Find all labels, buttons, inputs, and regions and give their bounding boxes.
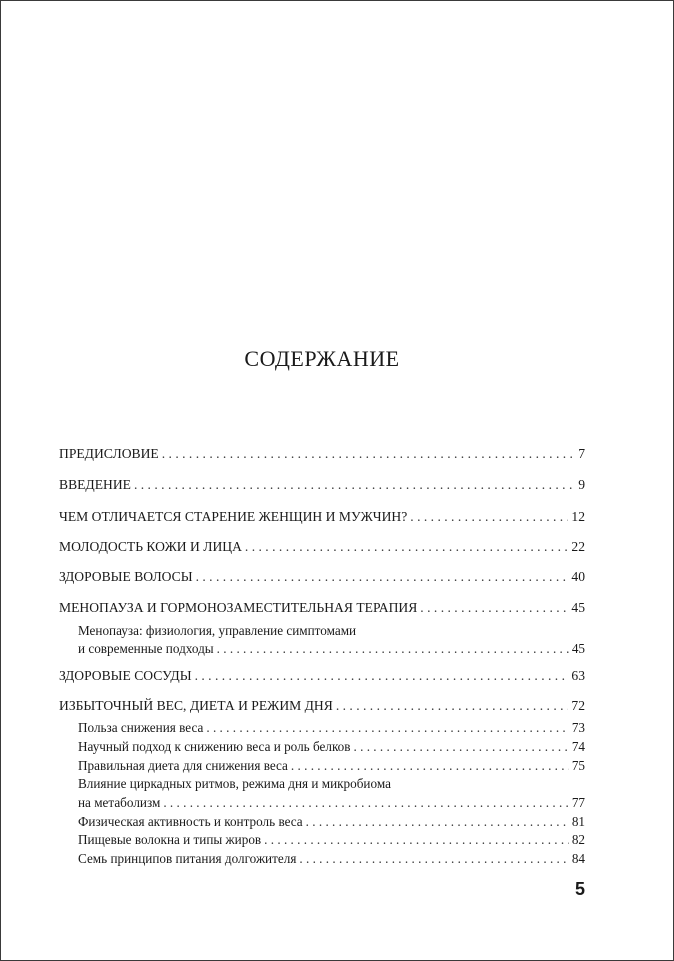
- toc-entry-page: 84: [571, 851, 585, 866]
- toc-entry-label: Польза снижения веса: [78, 720, 204, 735]
- toc-entry-introduction[interactable]: [59, 476, 585, 494]
- toc-entry-aging-differences[interactable]: [59, 508, 585, 526]
- toc-entry-preface[interactable]: [59, 445, 585, 463]
- toc-entry-label: ПРЕДИСЛОВИЕ: [59, 446, 159, 461]
- toc-subentry[interactable]: [78, 813, 585, 831]
- toc-entry-page: 9: [578, 477, 585, 492]
- toc-entry-menopause[interactable]: [59, 599, 585, 617]
- toc-subentry-line: Менопауза: физиология, управление симптомами: [78, 623, 357, 638]
- toc-entry-page: 81: [571, 814, 585, 829]
- toc-entry-label: ЗДОРОВЫЕ СОСУДЫ: [59, 668, 192, 683]
- toc-entry-label: на метаболизм: [78, 795, 161, 810]
- toc-subentry-line: Влияние циркадных ритмов, режима дня и микробиома: [78, 776, 391, 791]
- toc-subentry[interactable]: [78, 850, 585, 868]
- toc-entry-label: Пищевые волокна и типы жиров: [78, 832, 262, 847]
- toc-entry-label: ВВЕДЕНИЕ: [59, 477, 131, 492]
- toc-entry-hair[interactable]: [59, 568, 585, 586]
- dot-leader: [420, 599, 568, 617]
- toc-entry-page: 12: [571, 509, 585, 524]
- dot-leader: [306, 813, 569, 831]
- toc-subentry[interactable]: [78, 640, 585, 658]
- page-title: СОДЕРЖАНИЕ: [244, 346, 400, 371]
- dot-leader: [206, 719, 568, 737]
- toc-entry-page: 45: [571, 600, 585, 615]
- toc-entry-label: Научный подход к снижению веса и роль белков: [78, 739, 351, 754]
- toc-entry-page: 63: [571, 668, 585, 683]
- toc-entry-page: 45: [571, 641, 585, 656]
- dot-leader: [291, 757, 569, 775]
- dot-leader: [217, 640, 569, 658]
- toc-entry-label: Физическая активность и контроль веса: [78, 814, 303, 829]
- dot-leader: [162, 445, 575, 463]
- toc-entry-label: ИЗБЫТОЧНЫЙ ВЕС, ДИЕТА И РЕЖИМ ДНЯ: [59, 698, 333, 713]
- toc-entry-page: 77: [571, 795, 585, 810]
- page-number: 5: [575, 879, 586, 899]
- dot-leader: [336, 697, 569, 715]
- toc-entry-weight[interactable]: [59, 697, 585, 715]
- toc-entry-page: 74: [571, 739, 585, 754]
- dot-leader: [354, 738, 569, 756]
- dot-leader: [134, 476, 575, 494]
- toc-subentry[interactable]: [78, 719, 585, 737]
- toc-subentry[interactable]: [78, 831, 585, 849]
- dot-leader: [195, 667, 569, 685]
- dot-leader: [299, 850, 568, 868]
- toc-entry-page: 73: [571, 720, 585, 735]
- dot-leader: [163, 794, 568, 812]
- toc-entry-page: 72: [571, 698, 585, 713]
- toc-entry-page: 75: [571, 758, 585, 773]
- toc-subentry[interactable]: [78, 738, 585, 756]
- toc-entry-page: 7: [578, 446, 585, 461]
- toc-entry-page: 22: [571, 539, 585, 554]
- toc-subentry[interactable]: [78, 794, 585, 812]
- toc-entry-vessels[interactable]: [59, 667, 585, 685]
- toc-entry-label: Правильная диета для снижения веса: [78, 758, 288, 773]
- toc-entry-page: 82: [571, 832, 585, 847]
- toc-entry-page: 40: [571, 569, 585, 584]
- toc-subentry[interactable]: [78, 757, 585, 775]
- dot-leader: [410, 508, 568, 526]
- toc-entry-label: МОЛОДОСТЬ КОЖИ И ЛИЦА: [59, 539, 242, 554]
- toc-entry-label: ЧЕМ ОТЛИЧАЕТСЯ СТАРЕНИЕ ЖЕНЩИН И МУЖЧИН?: [59, 509, 408, 524]
- toc-entry-label: и современные подходы: [78, 641, 214, 656]
- dot-leader: [245, 538, 569, 556]
- toc-entry-label: ЗДОРОВЫЕ ВОЛОСЫ: [59, 569, 193, 584]
- toc-entry-skin[interactable]: [59, 538, 585, 556]
- toc-entry-label: МЕНОПАУЗА И ГОРМОНОЗАМЕСТИТЕЛЬНАЯ ТЕРАПИЯ: [59, 600, 418, 615]
- dot-leader: [196, 568, 569, 586]
- toc-entry-label: Семь принципов питания долгожителя: [78, 851, 297, 866]
- dot-leader: [264, 831, 569, 849]
